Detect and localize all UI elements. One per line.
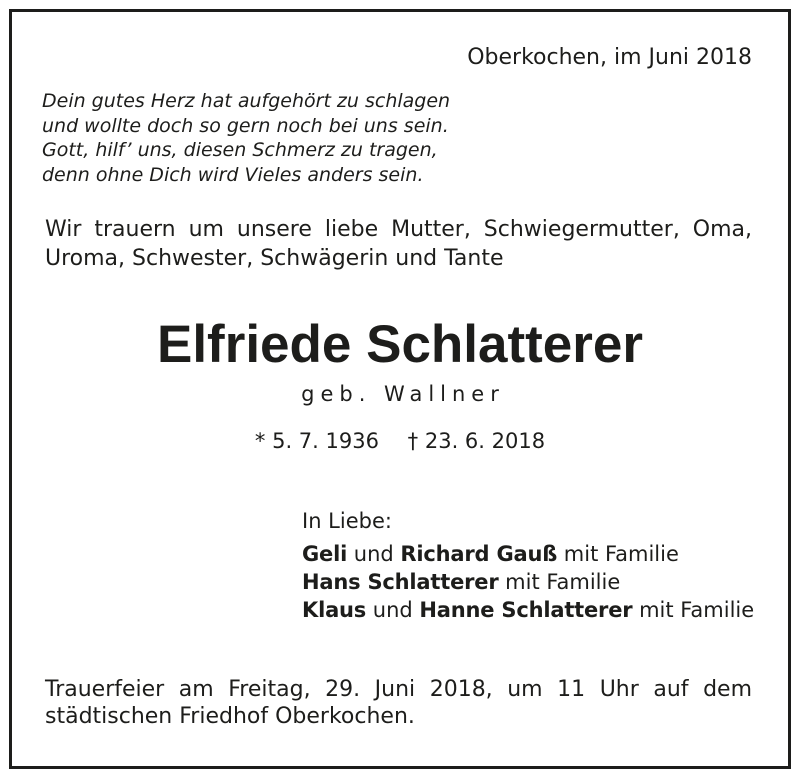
- mourners-intro: In Liebe:: [302, 509, 392, 533]
- mourner-suffix: mit Familie: [639, 598, 755, 622]
- announcement-line: Uroma, Schwester, Schwägerin und Tante: [45, 246, 504, 271]
- mourner-name: Hans Schlatterer: [302, 570, 499, 594]
- funeral-line: städtischen Friedhof Oberkochen.: [45, 704, 415, 729]
- mourner-suffix: mit Familie: [505, 570, 621, 594]
- mourner-line: [302, 568, 754, 596]
- announcement-line: Wir trauern um unsere liebe Mutter, Schwiegermutter, Oma,: [45, 217, 752, 242]
- announcement-text: [45, 215, 752, 273]
- deceased-name: Elfriede Schlatterer: [156, 315, 644, 374]
- mourner-line: [302, 540, 754, 568]
- funeral-info: [45, 676, 752, 730]
- mourner-suffix: mit Familie: [563, 542, 679, 566]
- poem-line: denn ohne Dich wird Vieles anders sein.: [42, 163, 424, 186]
- mourner-name: Klaus: [302, 598, 367, 622]
- mourner-line: [302, 596, 754, 624]
- death-symbol: †: [407, 429, 419, 453]
- poem-line: Dein gutes Herz hat aufgehört zu schlagen: [42, 90, 451, 112]
- mourner-list: [302, 540, 754, 624]
- place-and-date: Oberkochen, im Juni 2018: [467, 45, 752, 70]
- mourner-name: Geli: [302, 542, 348, 566]
- poem-line: und wollte doch so gern noch bei uns sein.: [42, 114, 449, 137]
- memorial-poem: [42, 89, 450, 187]
- life-dates: [0, 428, 800, 454]
- mourner-name: Richard Gauß: [400, 542, 558, 566]
- birth-symbol: *: [254, 429, 266, 453]
- mourner-conjunction: und: [353, 542, 394, 566]
- death-date: 23. 6. 2018: [424, 429, 546, 453]
- poem-line: Gott, hilf’ uns, diesen Schmerz zu tragen,: [42, 139, 438, 162]
- mourner-conjunction: und: [372, 598, 413, 622]
- birth-name: geb. Wallner: [301, 382, 505, 406]
- mourner-name: Hanne Schlatterer: [419, 598, 633, 622]
- funeral-line: Trauerfeier am Freitag, 29. Juni 2018, um 11 Uhr auf dem: [45, 677, 752, 702]
- birth-date: 5. 7. 1936: [272, 429, 379, 453]
